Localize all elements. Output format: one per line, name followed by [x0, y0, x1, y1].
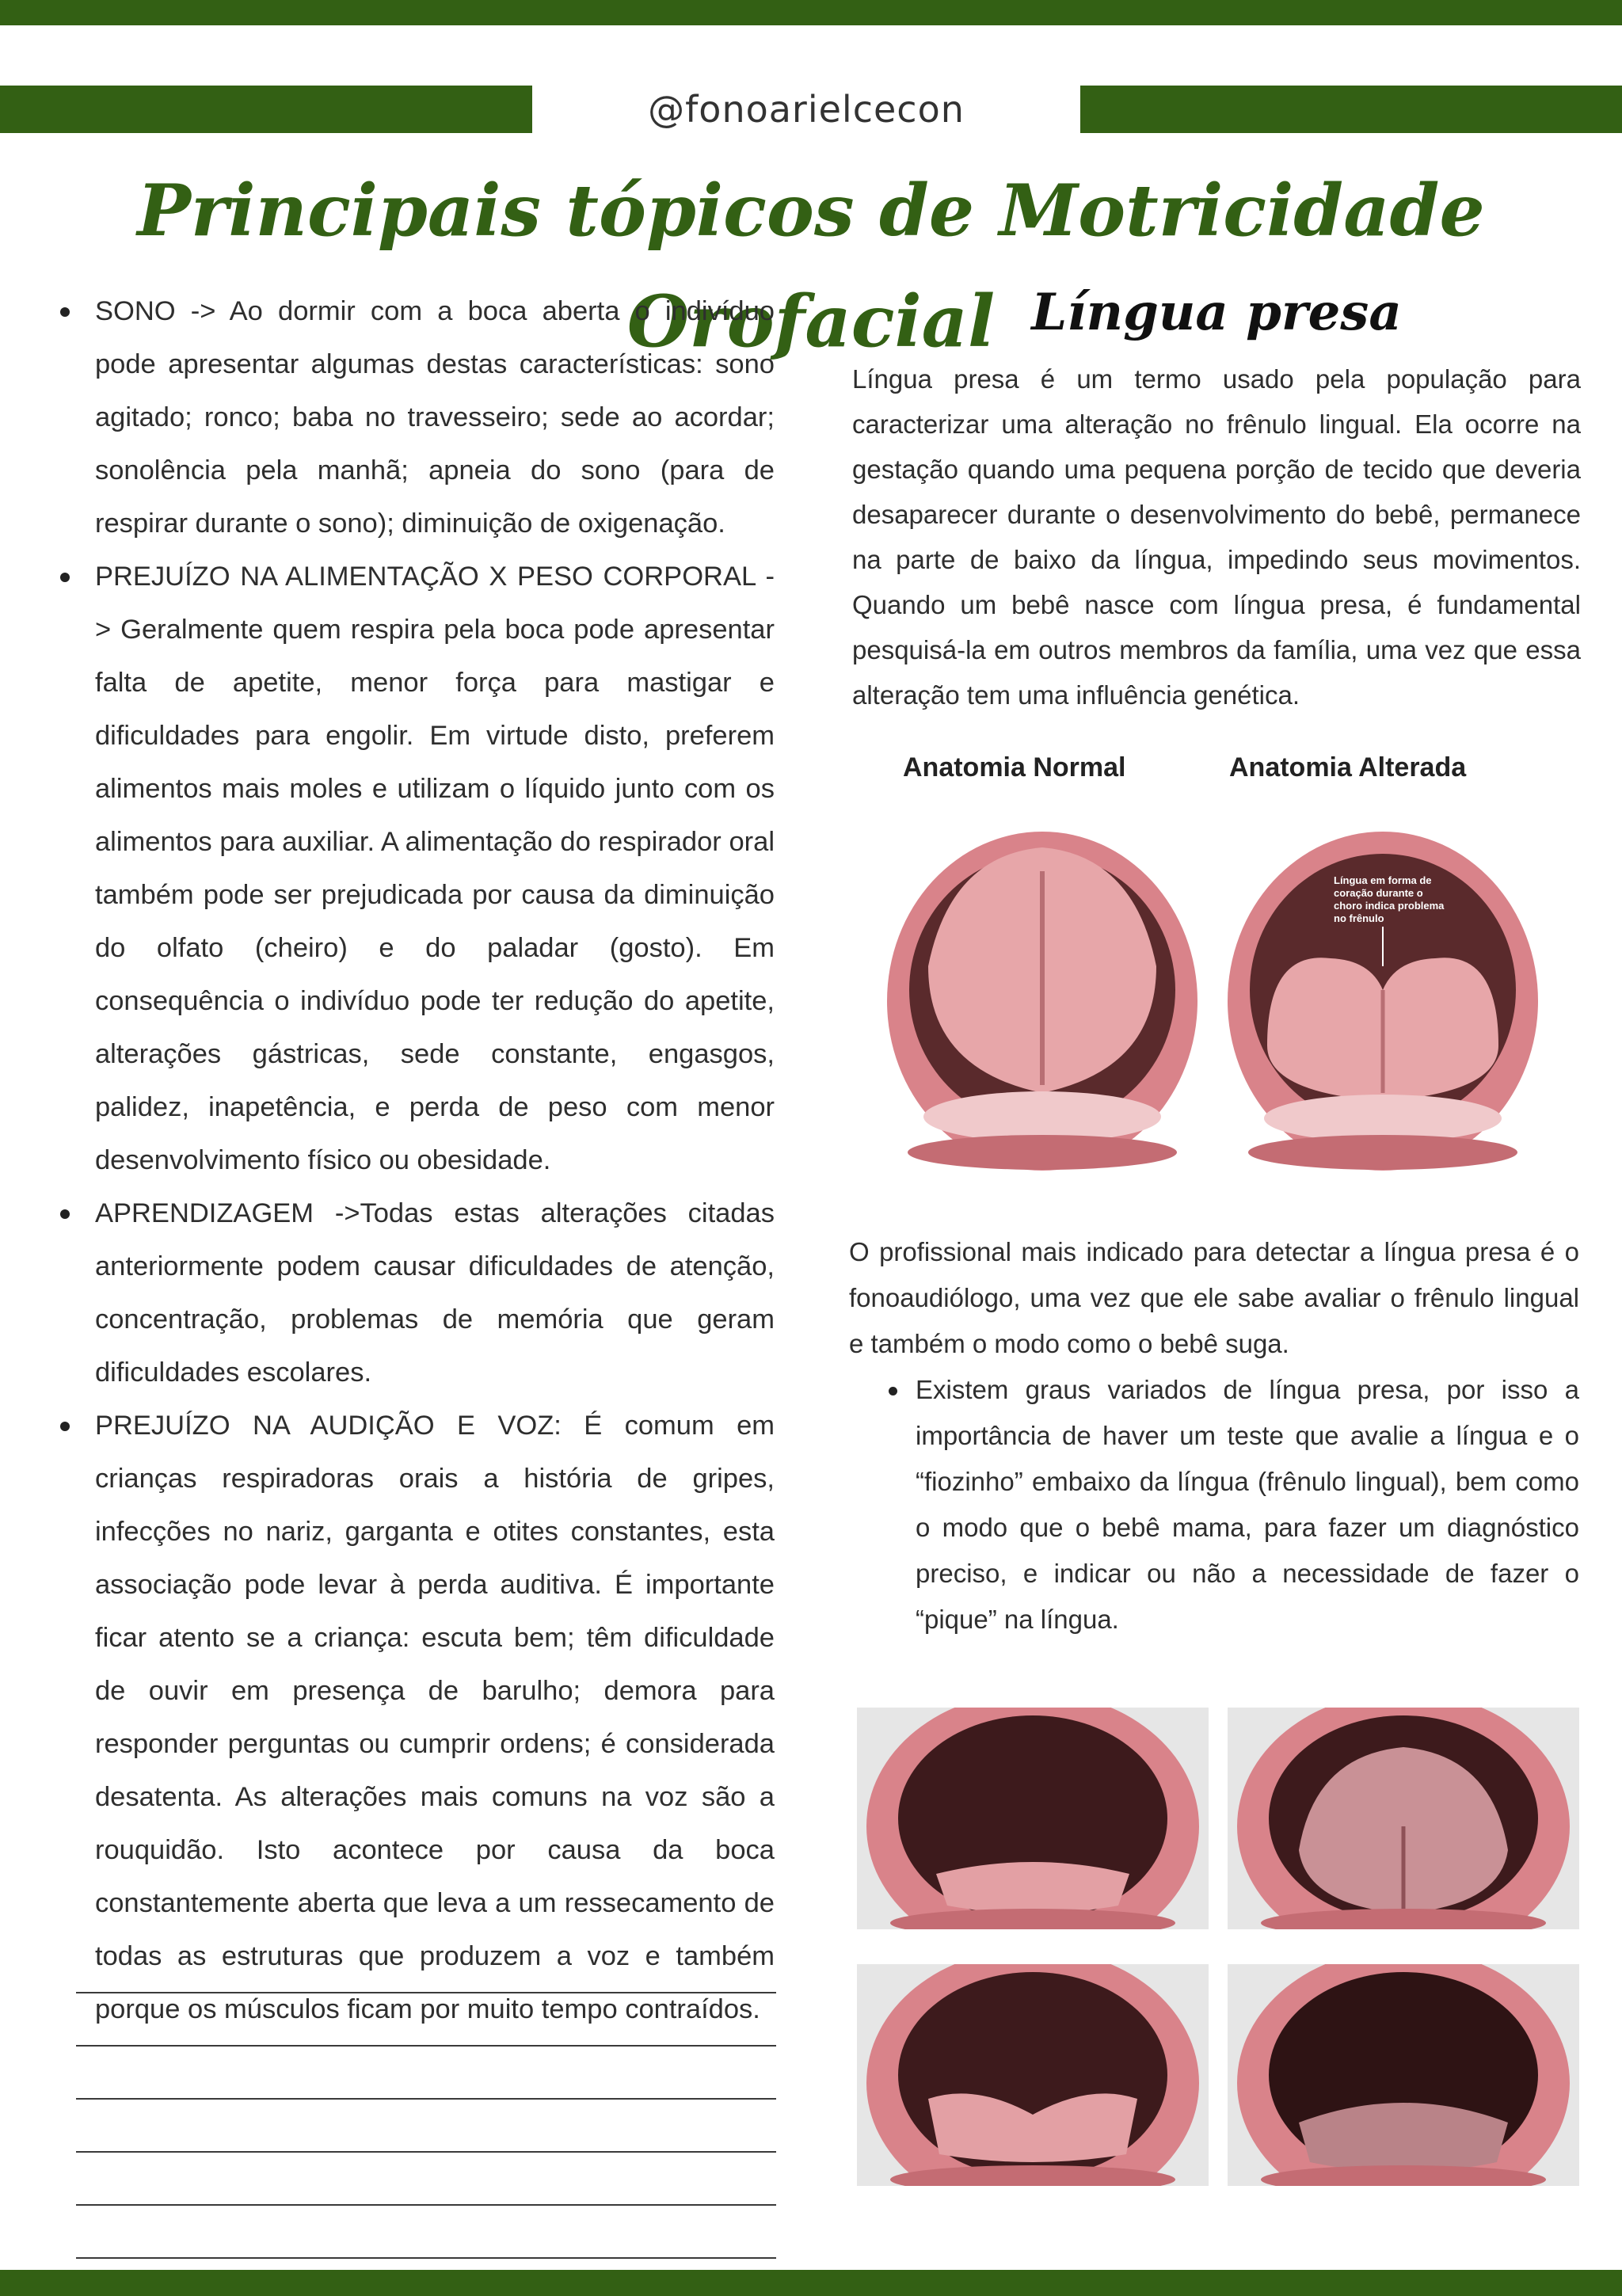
note-line	[76, 1993, 776, 2047]
altered-note-line: no frênulo	[1334, 912, 1384, 924]
altered-note-line: Língua em forma de	[1334, 874, 1432, 886]
bottom-bar	[0, 2270, 1622, 2296]
instagram-handle: @fonoarielcecon	[648, 88, 965, 131]
note-lines	[76, 1940, 776, 2259]
altered-note-line: choro indica problema	[1334, 900, 1445, 912]
note-line	[76, 2153, 776, 2206]
tongue-photo	[1228, 1708, 1579, 1929]
tongue-photo-grid	[857, 1708, 1579, 2195]
header-bar-left	[0, 86, 532, 133]
note-line	[76, 2206, 776, 2259]
note-line	[76, 2047, 776, 2100]
intro-paragraph: Língua presa é um termo usado pela população para caracterizar uma alteração no frênulo lingual. Ela ocorre na gestação quando uma pequena porção de tecido que deveria desaparecer durante o desenvolvimento do bebê, permanece na parte de baixo da língua, impedindo seus movimentos. Quando um bebê nasce com língua presa, é fundamental pesquisá-la em outros membros da família, uma vez que essa alteração tem uma influência genética.	[852, 364, 1581, 710]
bullet-graus: Existem graus variados de língua presa, por isso a importância de haver um teste que avalie a língua e o “fiozinho” embaixo da língua (frênulo lingual), bem como o modo que o bebê mama, para fazer um diagnóstico preciso, e indicar ou não a necessidade de fazer o “pique” na língua.	[889, 1367, 1579, 1643]
page-title: Principais tópicos de Motricidade Orofacial	[137, 169, 1485, 364]
right-column	[852, 269, 1581, 718]
tongue-photo	[857, 1708, 1209, 1929]
header-bar-right	[1080, 86, 1622, 133]
altered-mouth-drawing	[1228, 832, 1538, 1171]
bullet-sono: SONO -> Ao dormir com a boca aberta o indivíduo pode apresentar algumas destas características: sono agitado; ronco; baba no travesseiro; sede ao acordar; sonolência pela manhã; apneia do sono (para de respirar durante o sono); diminuição de oxigenação.	[55, 285, 775, 550]
bullet-alimentacao: PREJUÍZO NA ALIMENTAÇÃO X PESO CORPORAL -> Geralmente quem respira pela boca pode apresentar falta de apetite, menor força para mastigar e dificuldades para engolir. Em virtude disto, preferem alimentos mais moles e utilizam o líquido junto com os alimentos para auxiliar. A alimentação do respirador oral também pode ser prejudicada por causa da diminuição do olfato (cheiro) e do paladar (gosto). Em consequência o indivíduo pode ter redução do apetite, alterações gástricas, sede constante, engasgos, palidez, inapetência, e perda de peso com menor desenvolvimento físico ou obesidade.	[55, 550, 775, 1187]
altered-note-line: coração durante o	[1334, 887, 1423, 899]
top-bar	[0, 0, 1622, 25]
normal-mouth-drawing	[887, 832, 1197, 1171]
bullet-aprendizagem: APRENDIZAGEM ->Todas estas alterações citadas anteriormente podem causar dificuldades de atenção, concentração, problemas de memória que geram dificuldades escolares.	[55, 1187, 775, 1399]
section-subtitle: Língua presa	[1031, 283, 1402, 342]
note-line	[76, 2100, 776, 2153]
bullet-audicao-voz: PREJUÍZO NA AUDIÇÃO E VOZ: É comum em crianças respiradoras orais a história de gripes, infecções no nariz, garganta e otites constantes, esta associação pode levar à perda auditiva. É importante ficar atento se a criança: escuta bem; têm dificuldade de ouvir em presença de barulho; demora para responder perguntas ou cumprir ordens; é considerada desatenta. As alterações mais comuns na voz são a rouquidão. Isto acontece por causa da boca constantemente aberta que leva a um ressecamento de todas as estruturas que produzem a voz e também porque os músculos ficam por muito tempo contraídos.	[55, 1399, 775, 2036]
anatomy-drawing	[871, 752, 1552, 1180]
professional-section	[849, 1229, 1579, 1643]
left-bullet-list	[55, 285, 775, 2036]
professional-paragraph: O profissional mais indicado para detectar a língua presa é o fonoaudiólogo, uma vez que ele sabe avaliar o frênulo lingual e também o modo como o bebê suga.	[849, 1237, 1579, 1358]
note-line	[76, 1940, 776, 1993]
anatomy-normal-label: Anatomia Normal	[903, 752, 1126, 782]
right-bullet-list	[889, 1367, 1579, 1643]
left-column	[55, 285, 775, 2036]
anatomy-altered-label: Anatomia Alterada	[1229, 752, 1467, 782]
anatomy-illustration	[871, 752, 1552, 1180]
tongue-photo	[857, 1964, 1209, 2186]
tongue-photo	[1228, 1964, 1579, 2186]
